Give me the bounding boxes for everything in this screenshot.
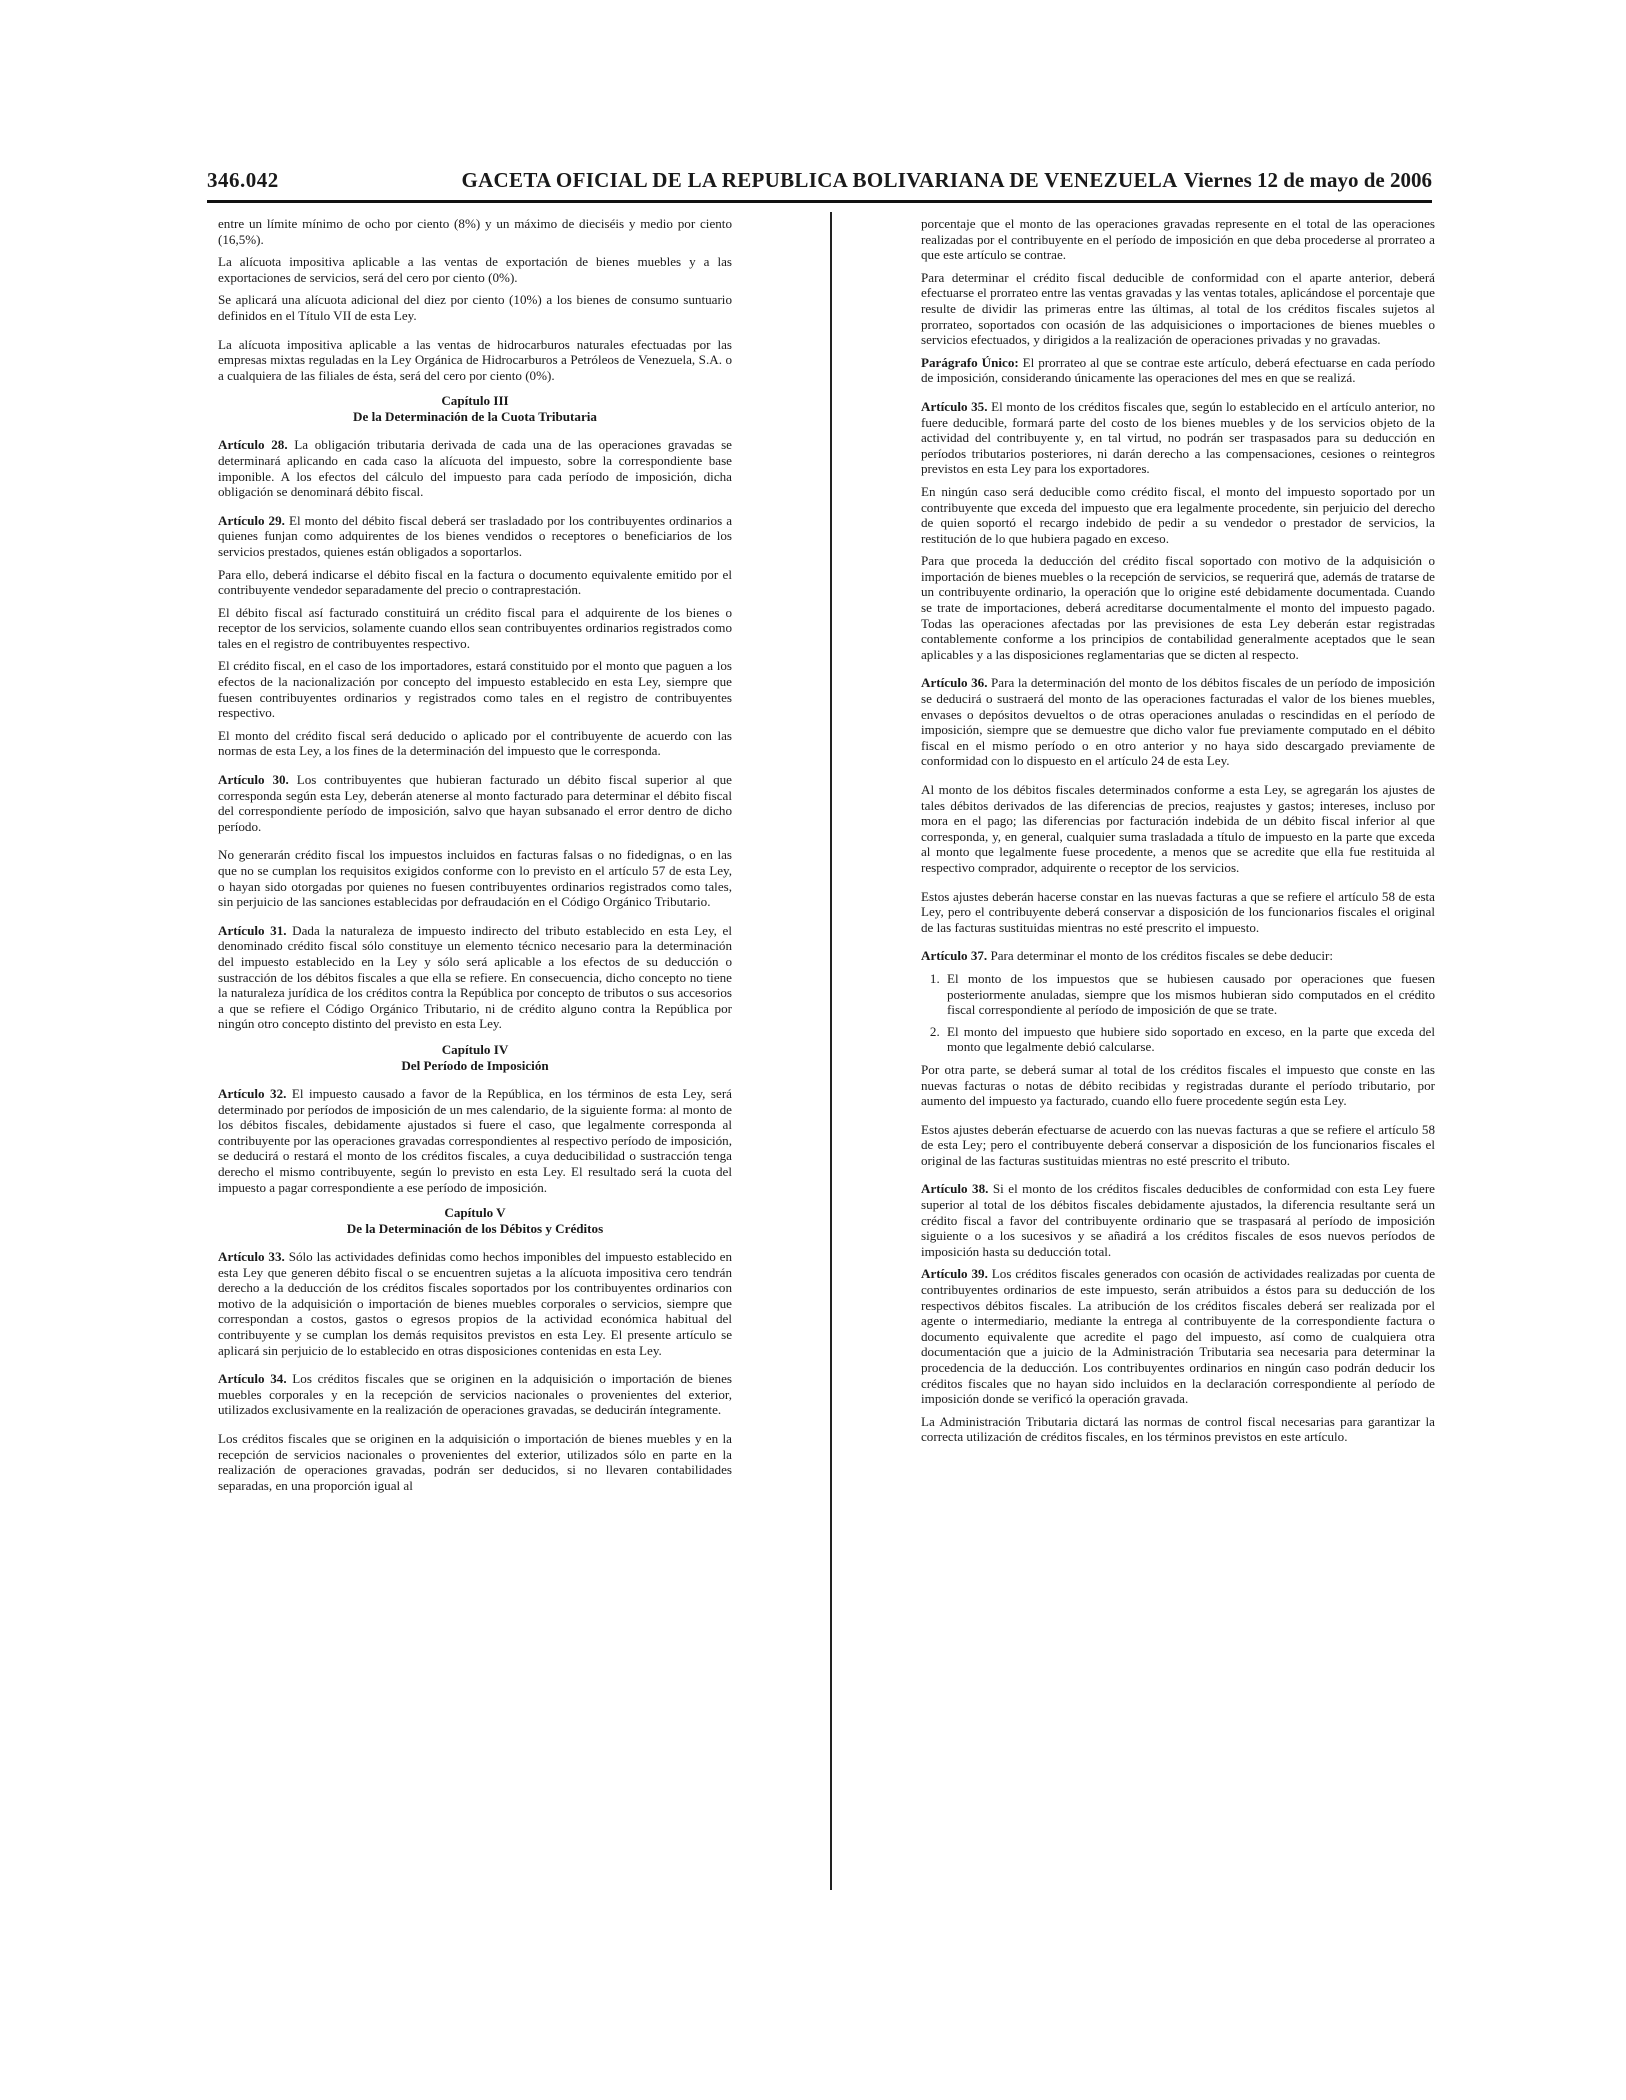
paragraph: El monto del crédito fiscal será deducido o aplicado por el contribuyente de acuerdo con las normas de esta Ley, a los fines de la determinación del impuesto que le corresponda. [218, 727, 732, 759]
page-header [207, 168, 1432, 202]
article-label: Artículo 32. [218, 1085, 287, 1101]
article-text: Si el monto de los créditos fiscales deducibles de conformidad con esta Ley fuere superior al total de los débitos fiscales debidamente ajustados, la diferencia resultante será un crédito fiscal a favor del contribuyente ordinario que se traspasará al período de imposición siguiente o a los sucesivos y se añadirá a los créditos fiscales de esos nuevos períodos de imposición hasta su deducción total. [921, 1181, 1435, 1259]
paragrafo-unico [921, 355, 1435, 386]
article-text: El monto del débito fiscal deberá ser trasladado por los contribuyentes ordinarios a quienes funjan como adquirentes de los bienes vendidos o receptores o beneficiarios de los servicios prestados, quienes están obligados a soportarlos. [218, 512, 733, 559]
article-text: Los contribuyentes que hubieran facturado un débito fiscal superior al que corresponda según esta Ley, deberán atenerse al monto facturado para determinar el débito fiscal del correspondiente período de imposición, salvo que hayan subsanado el error dentro de dicho período. [218, 772, 732, 834]
article-29 [218, 513, 732, 560]
paragraph-label: Parágrafo Único: [921, 354, 1019, 370]
paragraph: Estos ajustes deberán hacerse constar en las nuevas facturas a que se refiere el artículo 58 de esta Ley, pero el contribuyente deberá conservar a disposición de los funcionarios fiscales el original de las facturas sustituidas mientras no esté prescrito el impuesto. [921, 888, 1435, 935]
paragraph: Para determinar el crédito fiscal deducible de conformidad con el aparte anterior, deberá efectuarse el prorrateo entre las ventas gravadas y las ventas totales, aplicándose el porcentaje que resulte de dividir las primeras entre las últimas, al total de los créditos fiscales sujetos al prorrateo, soportados con ocasión de las adquisiciones o importaciones de bienes muebles o servicios efectuados, y dirigidos a la realización de operaciones privadas y no gravadas. [921, 269, 1435, 348]
paragraph: La alícuota impositiva aplicable a las ventas de hidrocarburos naturales efectuadas por las empresas mixtas reguladas en la Ley Orgánica de Hidrocarburos a Petróleos de Venezuela, S.A. o a cualquiera de las filiales de ésta, será del cero por ciento (0%). [218, 336, 732, 383]
list-item: 2. El monto del impuesto que hubiere sido soportado en exceso, en la parte que exceda del monto que legalmente debió calcularse. [943, 1024, 1435, 1055]
paragraph: porcentaje que el monto de las operaciones gravadas represente en el total de las operaciones realizadas por el contribuyente en el período de imposición en que deba procederse al prorrateo a que este artículo se contrae. [921, 216, 1435, 263]
article-label: Artículo 37. [921, 948, 988, 964]
chapter-title: Capítulo V [444, 1205, 506, 1221]
paragraph: En ningún caso será deducible como crédito fiscal, el monto del impuesto soportado por un contribuyente que exceda del impuesto que era legalmente procedente, sin perjuicio del derecho de quien soportó el recargo indebido de pedir a su vendedor o prestador de servicios, la restitución de lo que hubiera pagado en exceso. [921, 483, 1435, 546]
article-text: Dada la naturaleza de impuesto indirecto del tributo establecido en esta Ley, el denominado crédito fiscal sólo constituye un elemento técnico necesario para la determinación del impuesto establecido en la Ley y sólo será aplicable a los efectos de su deducción o sustracción de los débitos fiscales a que ella se refiere. En consecuencia, dicho concepto no tiene la naturaleza jurídica de los créditos contra la República por concepto de tributos o sus accesorios a que se refiere el Código Orgánico Tributario, ni de crédito alguno contra la República por ningún otro concepto distinto del previsto en esta Ley. [218, 922, 733, 1032]
article-34 [218, 1371, 732, 1418]
article-label: Artículo 35. [921, 398, 988, 414]
article-32 [218, 1086, 732, 1195]
list-item: 1. El monto de los impuestos que se hubiesen causado por operaciones que fuesen posteriormente anuladas, siempre que los mismos hubieran sido computados en el crédito fiscal correspondiente al período de imposición de que se trate. [943, 971, 1435, 1018]
issue-date: Viernes 12 de mayo de 2006 [1183, 168, 1432, 192]
article-text: Los créditos fiscales generados con ocasión de actividades realizadas por cuenta de contribuyentes ordinarios de este impuesto, serán atribuidos a éstos para su deducción de los respectivos débitos fiscales. La atribución de los créditos fiscales deberá ser realizada por el agente o intermediario, mediante la entrega al contribuyente de la correspondiente factura o documento equivalente que acredite el pago del impuesto, así como de cualquiera otra documentación que a juicio de la Administración Tributaria sea necesaria para determinar la procedencia de la deducción. Los contribuyentes ordinarios en ningún caso podrán deducir los créditos fiscales que no hayan sido incluidos en la declaración correspondiente al período de imposición donde se verificó la operación gravada. [921, 1266, 1436, 1407]
article-label: Artículo 29. [218, 512, 285, 528]
article-text: Para la determinación del monto de los débitos fiscales de un período de imposición se deducirá o sustraerá del monto de las operaciones facturadas el valor de los bienes muebles, envases o depósitos devueltos o de otras operaciones anuladas o rescindidas en el período de imposición, siempre que se demuestre que dicho valor fue previamente computado en el débito fiscal en el mismo período o en otro anterior y no haya sido descargado previamente de conformidad con lo dispuesto en el artículo 24 de esta Ley. [921, 675, 1435, 769]
right-column [921, 216, 1435, 1452]
article-label: Artículo 36. [921, 675, 988, 691]
chapter-title: Capítulo IV [441, 1041, 509, 1057]
gazette-title: GACETA OFICIAL DE LA REPUBLICA BOLIVARIANA DE VENEZUELA [461, 168, 1178, 192]
chapter-subtitle: De la Determinación de la Cuota Tributaria [353, 409, 597, 425]
left-column [218, 216, 732, 1500]
column-separator [830, 212, 832, 1890]
paragraph: No generarán crédito fiscal los impuestos incluidos en facturas falsas o no fidedignas, o en las que no se cumplan los requisitos exigidos conforme con lo previsto en el artículo 57 de esta Ley, o hayan sido otorgadas por quienes no fuesen contribuyentes ordinarios registrados como tales, sin perjuicio de las sanciones establecidas por defraudación en el Código Orgánico Tributario. [218, 847, 732, 910]
article-38 [921, 1181, 1435, 1259]
article-text: Los créditos fiscales que se originen en la adquisición o importación de bienes muebles corporales y en la recepción de servicios nacionales o provenientes del exterior, utilizados exclusivamente en la realización de operaciones gravadas, se deducirán íntegramente. [218, 1371, 732, 1418]
paragraph: La Administración Tributaria dictará las normas de control fiscal necesarias para garantizar la correcta utilización de créditos fiscales, en los términos previstos en este artículo. [921, 1413, 1435, 1445]
page-number: 346.042 [207, 168, 279, 192]
article-text: El impuesto causado a favor de la República, en los términos de esta Ley, será determinado por períodos de imposición de un mes calendario, de la siguiente forma: al monto de los débitos fiscales, debidamente ajustados si fuere el caso, que legalmente corresponda al contribuyente por las operaciones gravadas correspondientes al respectivo período de imposición, se deducirá o restará el monto de los créditos fiscales, a cuya deducibilidad o sustracción tenga derecho el mismo contribuyente, según lo previsto en esta Ley. El resultado será la cuota del impuesto a pagar correspondiente a ese período de imposición. [218, 1085, 732, 1195]
article-36 [921, 675, 1435, 769]
article-text: El monto de los créditos fiscales que, según lo establecido en el artículo anterior, no fuere deducible, formará parte del costo de los bienes muebles y de los servicios objeto de la actividad del contribuyente y, en tal virtud, no podrán ser traspasados para su deducción en períodos tributarios posteriores, ni darán derecho a las compensaciones, cesiones o reintegros previstos en esta Ley para los exportadores. [921, 398, 1436, 477]
paragraph-text: El prorrateo al que se contrae este artículo, deberá efectuarse en cada período de imposición, considerando únicamente las operaciones del mes en que se realizá. [921, 354, 1435, 386]
chapter-title: Capítulo III [441, 393, 509, 409]
article-label: Artículo 34. [218, 1371, 287, 1387]
article-label: Artículo 33. [218, 1249, 285, 1265]
article-30 [218, 772, 732, 834]
paragraph: Para ello, deberá indicarse el débito fiscal en la factura o documento equivalente emitido por el contribuyente vendedor separadamente del precio o contraprestación. [218, 566, 732, 598]
paragraph: La alícuota impositiva aplicable a las ventas de exportación de bienes muebles y a las exportaciones de servicios, será del cero por ciento (0%). [218, 254, 732, 285]
article-label: Artículo 31. [218, 922, 287, 938]
header-rule [207, 200, 1432, 203]
paragraph: entre un límite mínimo de ocho por ciento (8%) y un máximo de dieciséis y medio por ciento (16,5%). [218, 216, 732, 247]
article-text: Sólo las actividades definidas como hechos imponibles del impuesto establecido en esta Ley que generen débito fiscal o se encuentren sujetas a la alícuota impositiva cero tendrán derecho a la deducción de los créditos fiscales soportados por los contribuyentes ordinarios con motivo de la adquisición o importación de bienes muebles corporales o servicios, siempre que correspondan a costos, gastos o egresos propios de la actividad económica habitual del contribuyente y se cumplan los demás requisitos previstos en esta Ley. El presente artículo se aplicará sin perjuicio de lo establecido en otras disposiciones contenidas en esta Ley. [218, 1249, 732, 1358]
article-text: La obligación tributaria derivada de cada una de las operaciones gravadas se determinará aplicando en cada caso la alícuota del impuesto, sobre la correspondiente base imponible. A los efectos del cálculo del impuesto para cada período de imposición, dicha obligación se denominará débito fiscal. [218, 437, 732, 500]
article-31 [218, 923, 732, 1032]
article-label: Artículo 38. [921, 1181, 989, 1197]
paragraph: Por otra parte, se deberá sumar al total de los créditos fiscales el impuesto que conste en las nuevas facturas o notas de débito recibidas y registradas durante el período tributario, por aumento del impuesto ya facturado, cuando ello fuere procedente según esta Ley. [921, 1061, 1435, 1109]
article-label: Artículo 28. [218, 437, 288, 453]
article-label: Artículo 39. [921, 1266, 988, 1282]
article-33 [218, 1249, 732, 1358]
paragraph: El débito fiscal así facturado constituirá un crédito fiscal para el adquirente de los bienes o receptor de los servicios, solamente cuando ellos sean contribuyentes ordinarios registrados como tales en el registro de contribuyentes respectivo. [218, 604, 732, 651]
paragraph: Al monto de los débitos fiscales determinados conforme a esta Ley, se agregarán los ajustes de tales débitos derivados de las diferencias de precios, reajustes y gastos; intereses, incluso por mora en el pago; las diferencias por facturación indebida de un débito fiscal inferior al que corresponda, y, en general, cualquier suma trasladada a título de impuesto en la parte que exceda al monto que legalmente fuese procedente, a menos que se acredite que ella fue restituida al respectivo comprador, adquirente o receptor de los servicios. [921, 782, 1435, 875]
chapter-subtitle: De la Determinación de los Débitos y Créditos [346, 1221, 604, 1237]
paragraph: Se aplicará una alícuota adicional del diez por ciento (10%) a los bienes de consumo suntuario definidos en el Título VII de esta Ley. [218, 292, 732, 323]
article-text: Para determinar el monto de los créditos fiscales se debe deducir: [987, 948, 1333, 964]
article-37-list [921, 971, 1435, 1055]
article-39 [921, 1266, 1435, 1406]
chapter-subtitle: Del Período de Imposición [401, 1057, 549, 1073]
article-label: Artículo 30. [218, 772, 289, 788]
paragraph: Para que proceda la deducción del crédito fiscal soportado con motivo de la adquisición o importación de bienes muebles o la recepción de servicios, se requerirá que, además de tratarse de un contribuyente ordinario, la operación que lo origine esté debidamente documentada. Cuando se trate de importaciones, deberá acreditarse documentalmente el monto del impuesto pagado. Todas las operaciones afectadas por las previsiones de esta Ley deberán estar registradas contablemente conforme a los principios de contabilidad generalmente aceptados que le sean aplicables y a las disposiciones reglamentarias que se dicten al respecto. [921, 553, 1435, 662]
chapter-heading [218, 1042, 732, 1074]
paragraph: El crédito fiscal, en el caso de los importadores, estará constituido por el monto que paguen a los efectos de la nacionalización por concepto del impuesto establecido en esta Ley, siempre que fuesen contribuyentes ordinarios y registrados como tales en el registro de contribuyentes respectivo. [218, 658, 732, 721]
paragraph: Los créditos fiscales que se originen en la adquisición o importación de bienes muebles y en la recepción de servicios nacionales o provenientes del exterior, utilizados sólo en parte en la realización de operaciones gravadas, podrán ser deducidos, si no llevaren contabilidades separadas, en una proporción igual al [218, 1431, 732, 1493]
article-35 [921, 399, 1435, 477]
chapter-heading [218, 393, 732, 425]
article-28 [218, 437, 732, 499]
article-37 [921, 948, 1435, 964]
paragraph: Estos ajustes deberán efectuarse de acuerdo con las nuevas facturas a que se refiere el artículo 58 de esta Ley; pero el contribuyente deberá conservar a disposición de los funcionarios fiscales el original de las facturas sustituidas mientras no esté prescrito el tributo. [921, 1121, 1435, 1168]
chapter-heading [218, 1205, 732, 1237]
